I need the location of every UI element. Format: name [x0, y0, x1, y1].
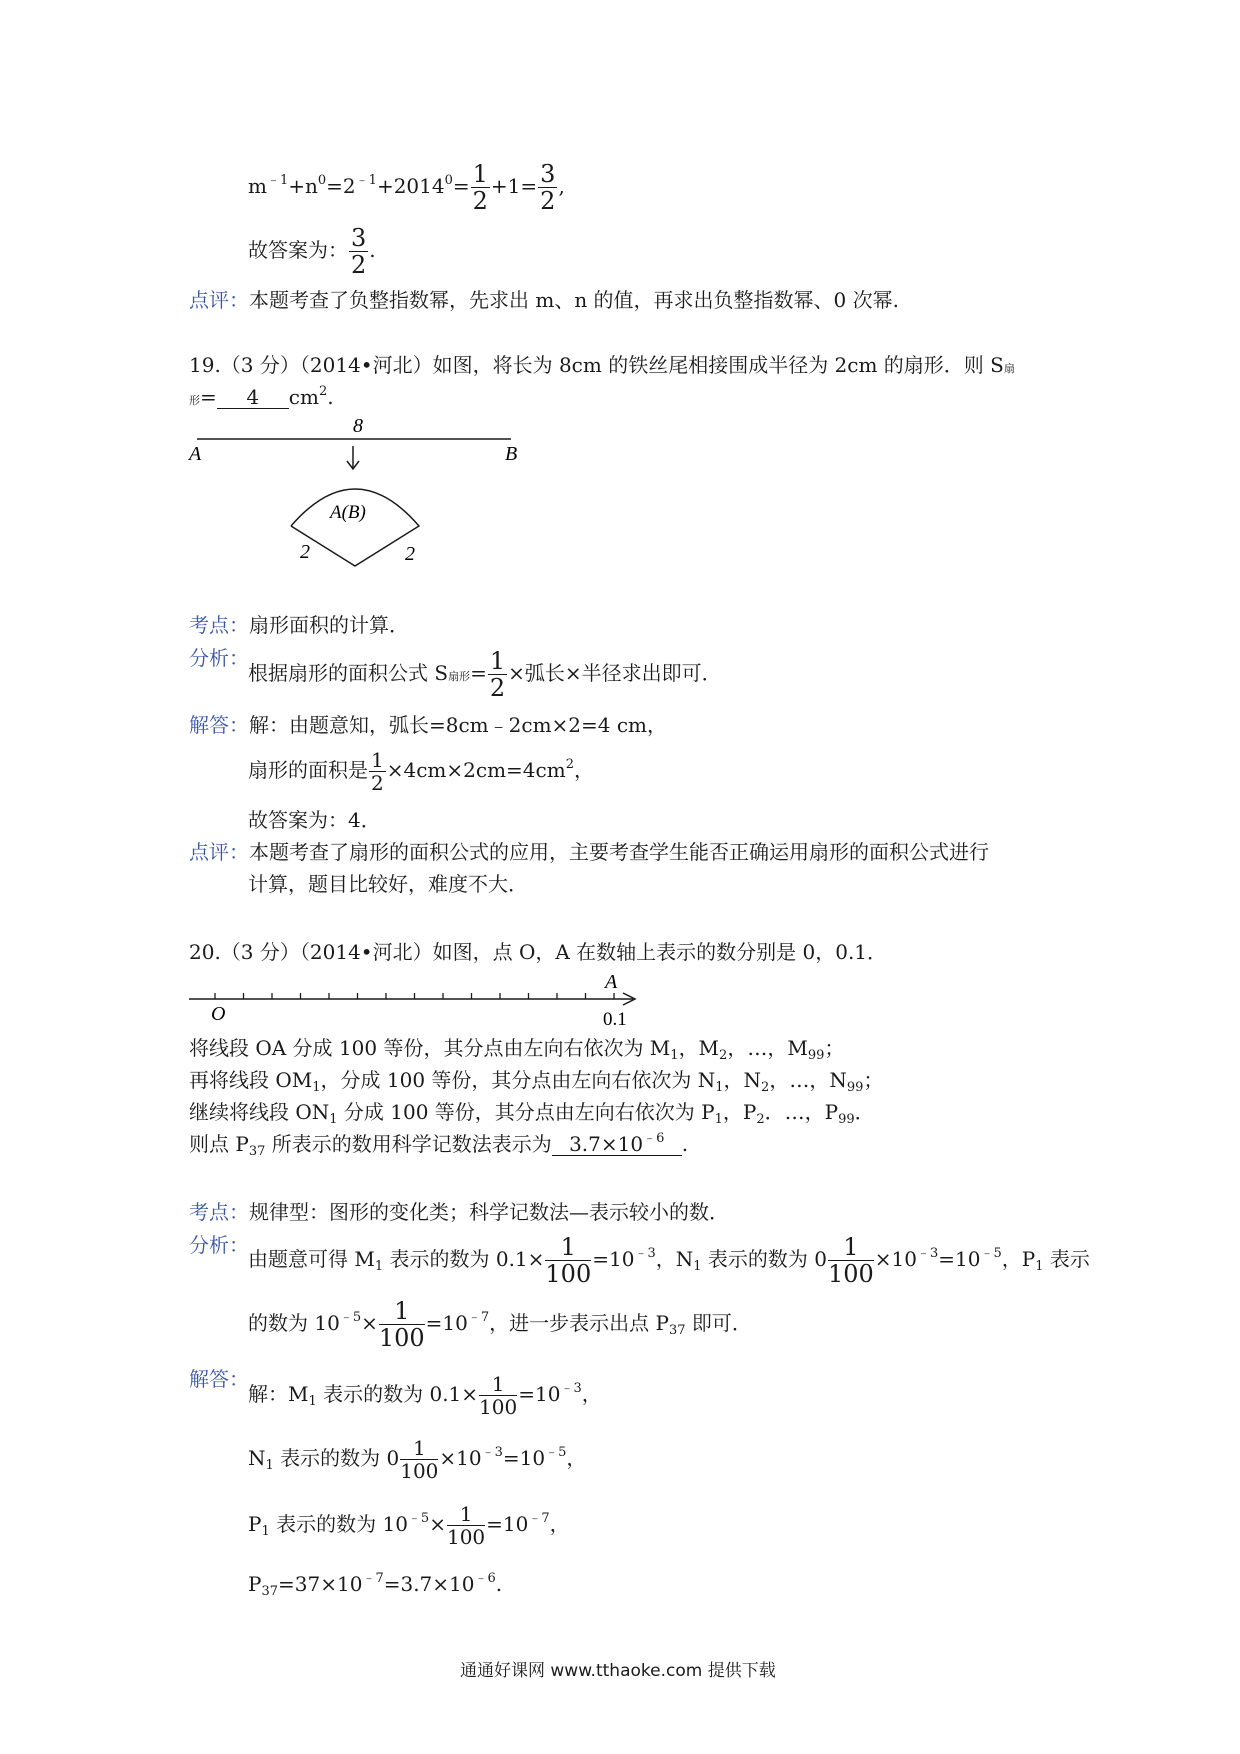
q18-answer: 故答案为： $\frac{3}{2}$ .: [248, 224, 376, 279]
q19-jieda-line1: 解答：解：由题意知，弧长=8cm﹣2cm×2=4 cm，: [189, 713, 668, 737]
q20-jieda-line1: 解：$M_1$ 表示的数为 0.1× $\frac{1}{100}$ $=10^{﹣3}$，: [248, 1372, 602, 1419]
label-b: B: [505, 443, 518, 465]
sector-shape: [291, 489, 419, 566]
q20-fenxi-line1: 由题意可得 $M_1$ 表示的数为 0.1× $\frac{1}{100}$ $=10^{﹣3}$，$N_1$ 表示的数为 0 $\frac{1}{100}$ $\times 10^{﹣3}=10^{﹣5}$，$P_1$ 表示: [248, 1233, 1090, 1288]
q20-jieda-line2: $N_1$ 表示的数为 0 $\frac{1}{100}$ $\times 10^{﹣3}=10^{﹣5}$，: [248, 1436, 587, 1483]
q19-jieda-line2: 扇形的面积是 $\frac{1}{2}$ $\times 4cm\times 2cm=4cm^2$，: [248, 748, 594, 795]
fraction: $\frac{1}{100}$: [400, 1436, 439, 1483]
q20-jieda-label: 解答：: [189, 1367, 249, 1391]
answer-blank: 4: [217, 386, 289, 409]
fraction: $\frac{1}{100}$: [378, 1297, 425, 1352]
q19-stem-line1: 19.（3 分）（2014•河北）如图，将长为 8cm 的铁丝尾相接围成半径为 2cm 的扇形．则 S扇: [189, 353, 1015, 377]
q20-line2: 再将线段 $OM_1$，分成 100 等份，其分点由左向右依次为 $N_1$，$N_2$，…，$N_{99}$；: [189, 1068, 884, 1095]
q18-review: 点评：本题考查了负整指数幂，先求出 m、n 的值，再求出负整指数幂、0 次幂.: [189, 288, 899, 312]
answer-blank: $3.7\times 10^{﹣6}$: [552, 1133, 682, 1156]
review-label: 点评：: [189, 288, 249, 312]
q19-stem-line2: 形= 4 $cm^2$.: [189, 384, 334, 409]
q20-kaodian: 考点：规律型：图形的变化类；科学记数法—表示较小的数．: [189, 1200, 729, 1224]
label-top: 8: [353, 415, 363, 437]
q19-kaodian: 考点：扇形面积的计算．: [189, 613, 409, 637]
q20-number-line: [185, 968, 645, 1030]
label-ab: A(B): [330, 502, 366, 523]
fraction: $\frac{1}{2}$: [472, 160, 488, 215]
label-r1: 2: [300, 541, 310, 563]
q20-fenxi-line2: 的数为 $10^{﹣5}\times$ $\frac{1}{100}$ $=10^{﹣7}$，进一步表示出点 $P_{37}$ 即可．: [248, 1297, 752, 1352]
q20-line1: 将线段 OA 分成 100 等份，其分点由左向右依次为 $M_1$，$M_2$，…，$M_{99}$；: [189, 1036, 845, 1063]
q19-fenxi: 根据扇形的面积公式 S扇形= $\frac{1}{2}$ ×弧长×半径求出即可．: [248, 647, 722, 702]
fraction: $\frac{1}{100}$: [827, 1233, 874, 1288]
q20-line4: 则点 $P_{37}$ 所表示的数用科学记数法表示为 $3.7\times 10^{﹣6}$ .: [189, 1131, 689, 1159]
fraction: $\frac{1}{2}$: [371, 748, 384, 795]
q20-line3: 继续将线段 $ON_1$ 分成 100 等份，其分点由左向右依次为 $P_1$，$P_2$．…，$P_{99}$．: [189, 1100, 875, 1127]
fraction: $\frac{1}{100}$: [479, 1372, 518, 1419]
axis-ticks: [215, 993, 614, 999]
label-a: A: [189, 443, 202, 465]
q20-stem: 20.（3 分）（2014•河北）如图，点 O，A 在数轴上表示的数分别是 0，0.1．: [189, 940, 888, 964]
fraction: $\frac{3}{2}$: [351, 224, 367, 279]
label-o: O: [211, 1003, 226, 1025]
label-a: A: [605, 971, 618, 993]
q19-figure: [185, 410, 535, 570]
q19-fenxi-label: 分析：: [189, 646, 249, 670]
fraction: $\frac{1}{2}$: [489, 647, 506, 702]
fraction: $\frac{1}{100}$: [545, 1233, 592, 1288]
q18-equation: $m^{﹣1}+n^0=2^{﹣1}+2014^0=$ $\frac{1}{2}$ +1= $\frac{3}{2}$ ,: [248, 160, 565, 215]
q20-jieda-line3: $P_1$ 表示的数为 $10^{﹣5}\times$ $\frac{1}{100}$ $=10^{﹣7}$，: [248, 1502, 570, 1549]
q20-jieda-line4: $P_{37}=37\times 10^{﹣7}=3.7\times 10^{﹣6}$.: [248, 1571, 503, 1599]
q20-fenxi-label: 分析：: [189, 1233, 249, 1257]
q19-jieda-line3: 故答案为：4．: [248, 808, 381, 832]
fraction: $\frac{1}{100}$: [446, 1502, 486, 1549]
label-r2: 2: [405, 543, 415, 565]
page-footer: 通通好课网 www.tthaoke.com 提供下载: [460, 1661, 776, 1681]
label-val: 0.1: [603, 1009, 627, 1030]
q19-review-line2: 计算，题目比较好，难度不大．: [248, 872, 528, 896]
q19-review-line1: 点评：本题考查了扇形的面积公式的应用，主要考查学生能否正确运用扇形的面积公式进行: [189, 840, 989, 864]
fraction: $\frac{3}{2}$: [540, 160, 556, 215]
